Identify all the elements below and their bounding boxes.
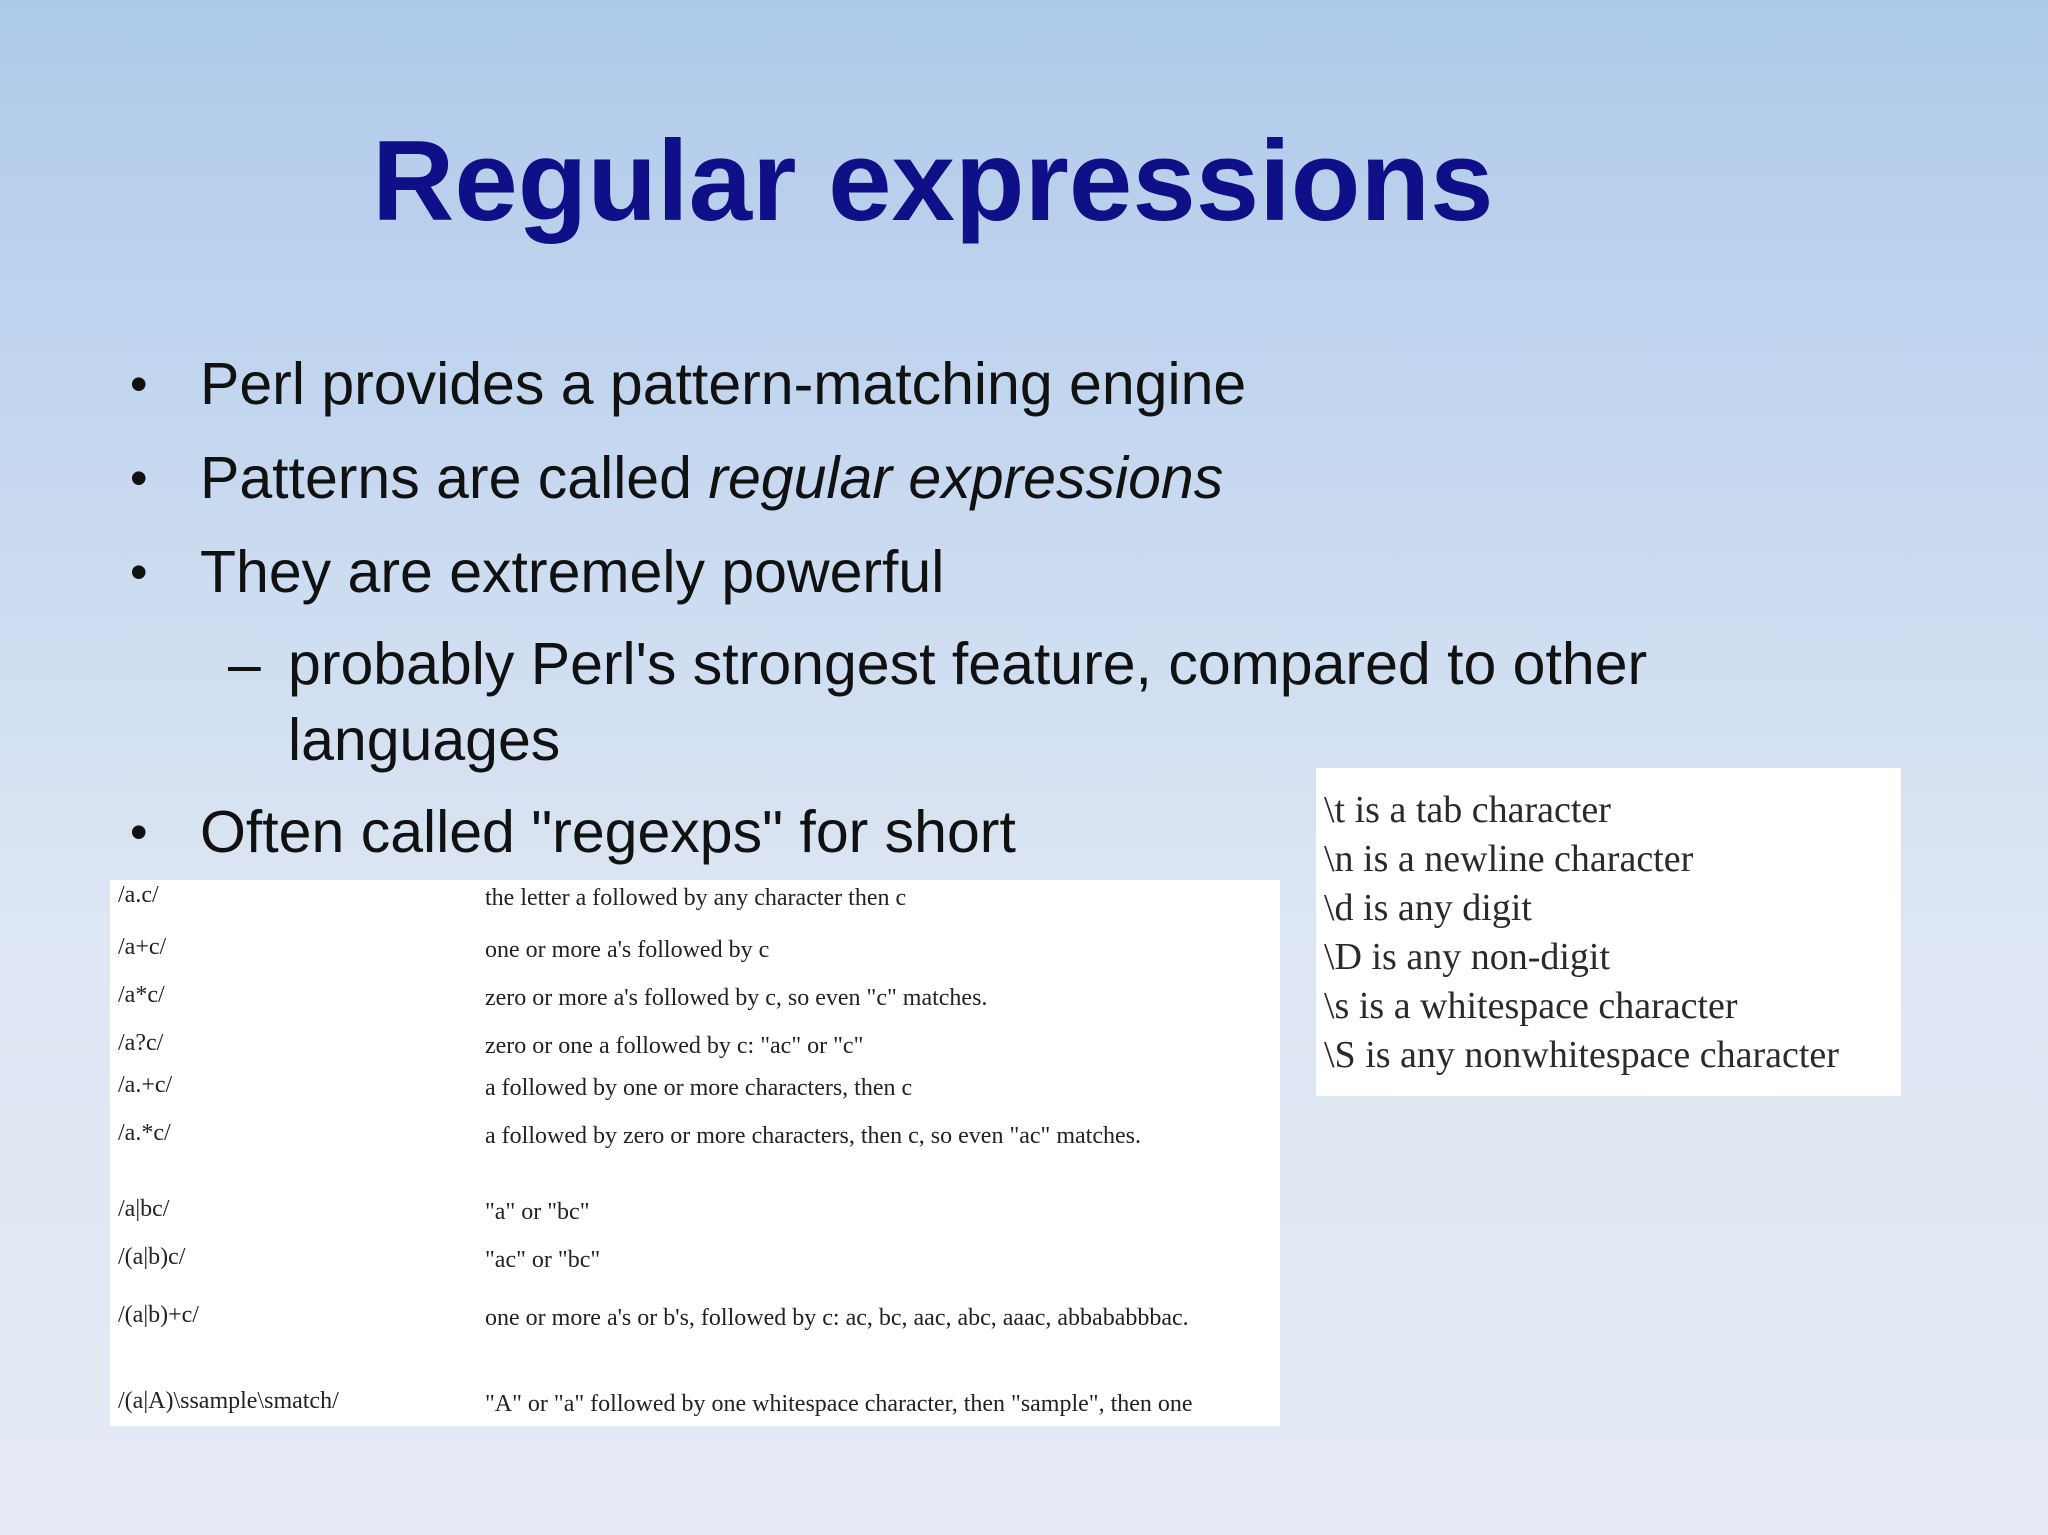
- regex-description: a followed by one or more characters, then c: [485, 1075, 913, 1101]
- escape-sequences-box: [1316, 768, 1901, 1096]
- bullet-text: Often called "regexps" for short: [200, 799, 1016, 865]
- regex-description: zero or one a followed by c: "ac" or "c": [485, 1033, 864, 1059]
- regex-pattern: /a*c/: [118, 982, 165, 1008]
- regex-description: "ac" or "bc": [485, 1247, 601, 1273]
- bullet-text-prefix: Patterns are called: [200, 445, 709, 511]
- escape-sequence-line: \S is any nonwhitespace character: [1324, 1034, 1839, 1076]
- escape-sequence-line: \s is a whitespace character: [1324, 985, 1738, 1027]
- bullet-marker: •: [130, 356, 148, 412]
- regex-pattern: /(a|b)+c/: [118, 1302, 199, 1328]
- sub-bullet-text: probably Perl's strongest feature, compared to other languages: [288, 631, 1648, 773]
- escape-sequence-line: \d is any digit: [1324, 887, 1532, 929]
- regex-pattern: /(a|A)\ssample\smatch/: [118, 1388, 339, 1414]
- regex-description: the letter a followed by any character then c: [485, 885, 907, 911]
- regex-pattern: /a.*c/: [118, 1120, 171, 1146]
- bullet-marker: •: [130, 544, 148, 600]
- regex-pattern: /a.c/: [118, 882, 159, 908]
- regex-pattern: /a+c/: [118, 934, 167, 960]
- regex-pattern: /a?c/: [118, 1030, 164, 1056]
- regex-examples-table: [110, 880, 1280, 1426]
- bullet-marker: •: [130, 804, 148, 860]
- bullet-text: They are extremely powerful: [200, 539, 945, 605]
- regex-description: a followed by zero or more characters, then c, so even "ac" matches.: [485, 1123, 1141, 1149]
- regex-pattern: /a.+c/: [118, 1072, 173, 1098]
- bullet-text: Perl provides a pattern-matching engine: [200, 351, 1247, 417]
- escape-sequence-line: \t is a tab character: [1324, 789, 1611, 831]
- bullet-marker: •: [130, 450, 148, 506]
- regex-pattern: /a|bc/: [118, 1196, 170, 1222]
- regex-description: one or more a's or b's, followed by c: ac, bc, aac, abc, aaac, abbababbbac.: [485, 1305, 1189, 1331]
- bullet-text-emphasis: regular expressions: [708, 445, 1224, 511]
- sub-bullet-marker: –: [228, 631, 261, 697]
- regex-description: "A" or "a" followed by one whitespace character, then "sample", then one: [485, 1391, 1193, 1417]
- regex-description: "a" or "bc": [485, 1199, 590, 1225]
- regex-pattern: /(a|b)c/: [118, 1244, 186, 1270]
- bullet-text: [200, 440, 1223, 516]
- escape-sequence-line: \n is a newline character: [1324, 838, 1694, 880]
- escape-sequence-line: \D is any non-digit: [1324, 936, 1611, 978]
- regex-description: zero or more a's followed by c, so even "c" matches.: [485, 985, 988, 1011]
- slide-title: Regular expressions: [372, 118, 1494, 245]
- regex-description: one or more a's followed by c: [485, 937, 770, 963]
